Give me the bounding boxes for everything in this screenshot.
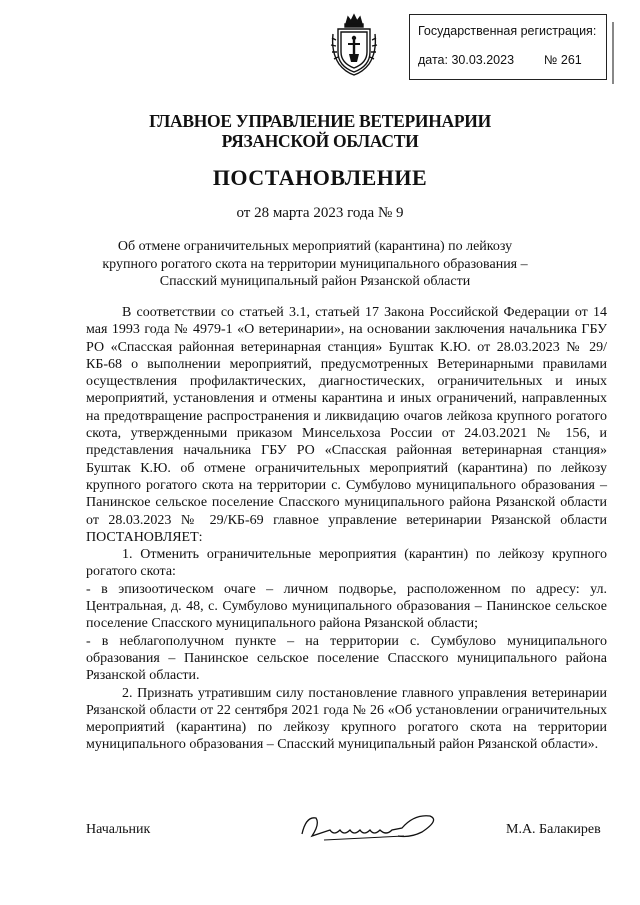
document-date-number: от 28 марта 2023 года № 9 <box>236 205 404 221</box>
document-subject: Об отмене ограничительных мероприятий (карантина) по лейкозу крупного рогатого скота на территории муниципального образования – Спасский муниципальный район Рязанской области <box>102 239 528 289</box>
coat-of-arms-icon <box>329 12 379 78</box>
registration-date: дата: 30.03.2023 <box>418 53 515 67</box>
preamble-paragraph: В соответствии со статьей 3.1, статьей 17 Закона Российской Федерации от 14 мая 1993 года № 4979-1 «О ветеринарии», на основании заключения начальника ГБУ РО «Спасская районная ветеринарная станция» Буштак К.Ю. от 28.03.2023 № 29/КБ-68 о выполнении мероприятий, предусмотренных Ветеринарными правилами осуществления профилактических, диагностических, ограничительных и иных мероприятий, установления и отмены карантина и иных ограничений, направленных на предотвращение распространения и ликвидацию очагов лейкоза крупного рогатого скота, утвержденными приказом Минсельхоза России от 24.03.2021 № 156, и представления начальника ГБУ РО «Спасская районная ветеринарная станция» Буштак К.Ю. об отмене ограничительных мероприятий (карантина) по лейкозу крупного рогатого скота на территории с. Сумбулово муниципального образования – Панинское сельское поселение Спасского муниципального района Рязанской области от 28.03.2023 № 29/КБ-69 главное управление ветеринарии Рязанской области ПОСТАНОВЛЯЕТ: <box>86 305 607 545</box>
registration-stamp <box>409 14 607 80</box>
item-1-subitem-a: - в эпизоотическом очаге – личном подворье, расположенном по адресу: ул. Центральная, д. 48, с. Сумбулово муниципального образования – Панинское сельское поселение Спасского муниципального района Рязанской области; <box>86 581 607 632</box>
handwritten-signature <box>294 806 444 846</box>
signatory-position: Начальник <box>86 822 151 837</box>
signatory-name: М.А. Балакирев <box>506 822 601 837</box>
registration-title: Государственная регистрация: <box>418 24 597 38</box>
registration-number: № 261 <box>544 53 582 67</box>
organization-name-line2: РЯЗАНСКОЙ ОБЛАСТИ <box>221 131 419 151</box>
document-type: ПОСТАНОВЛЕНИЕ <box>212 165 428 190</box>
organization-name-line1: ГЛАВНОЕ УПРАВЛЕНИЕ ВЕТЕРИНАРИИ <box>149 111 491 131</box>
item-1-subitem-b: - в неблагополучном пункте – на территории с. Сумбулово муниципального образования – Панинское сельское поселение Спасского муниципального района Рязанской области. <box>86 633 607 684</box>
item-1-paragraph: 1. Отменить ограничительные мероприятия (карантин) по лейкозу крупного рогатого скота: <box>86 547 607 580</box>
registration-box-shadow <box>612 22 614 84</box>
item-2-paragraph: 2. Признать утратившим силу постановление главного управления ветеринарии Рязанской области от 22 сентября 2021 года № 26 «Об установлении ограничительных мероприятий (карантина) по лейкозу крупного рогатого скота на территории муниципального образования – Спасский муниципальный район Рязанской области». <box>86 685 607 753</box>
document-body <box>86 304 607 754</box>
